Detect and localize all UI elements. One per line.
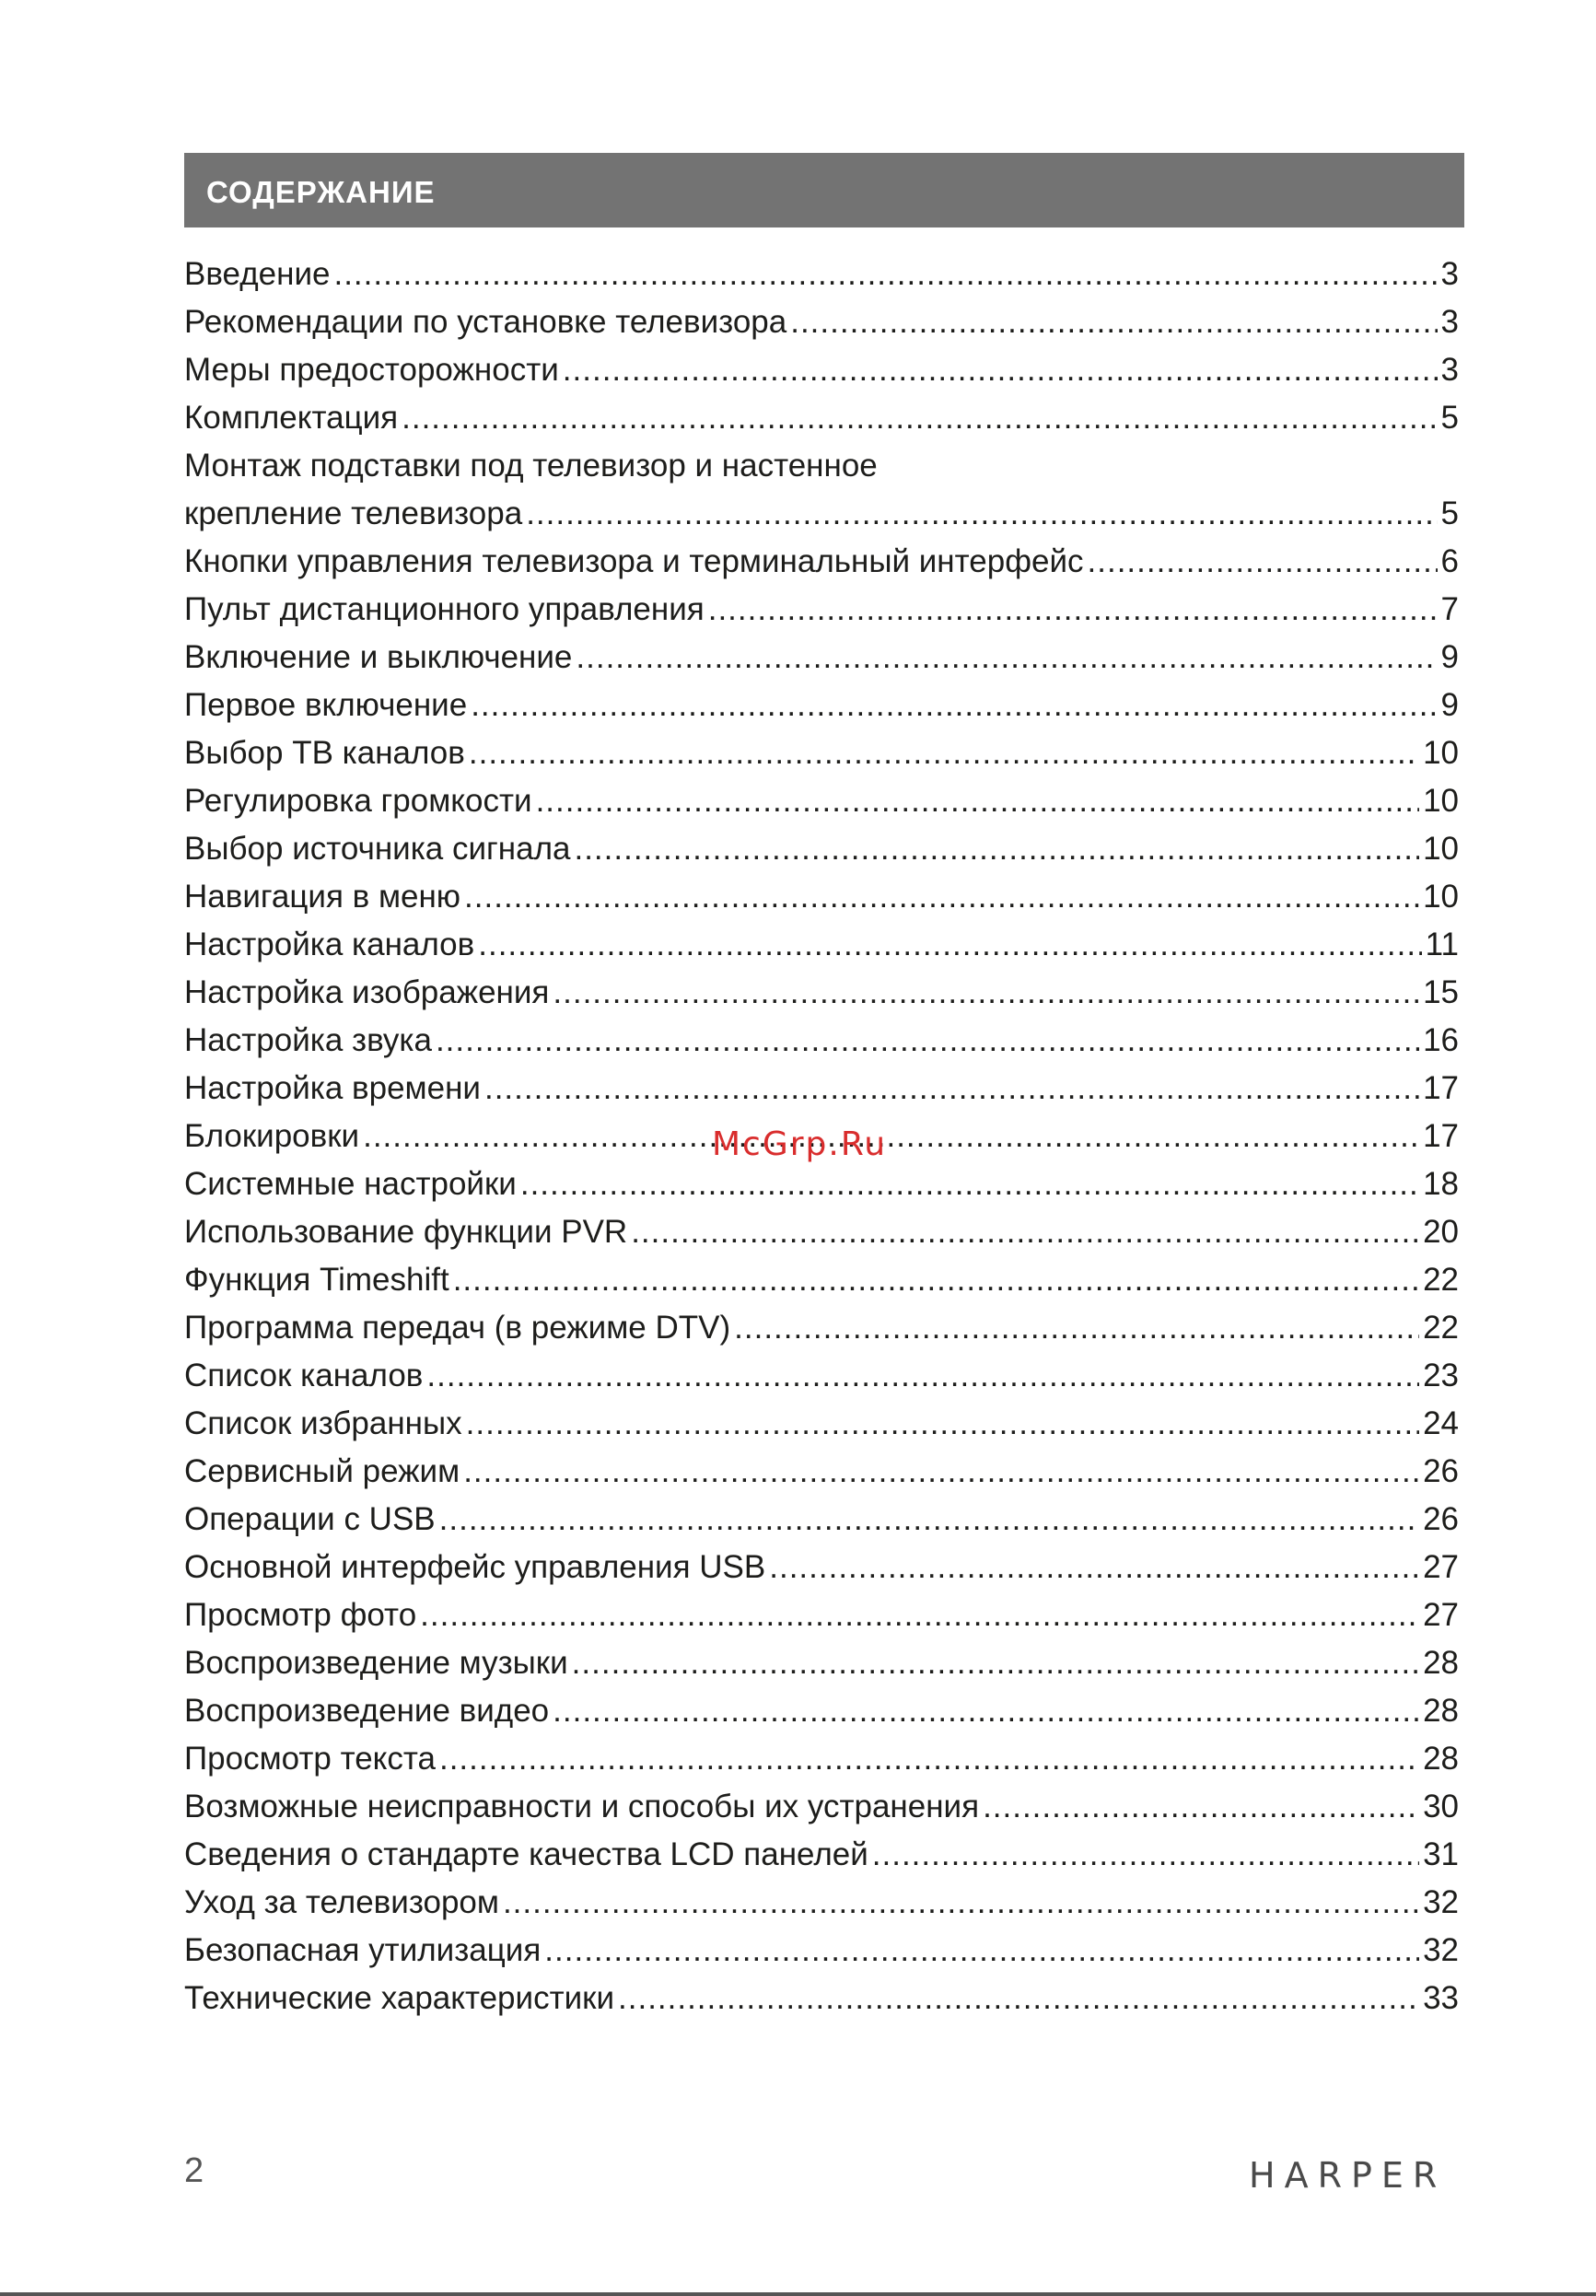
toc-entry xyxy=(184,1352,1459,1400)
toc-entry-page: 3 xyxy=(1440,304,1459,340)
toc-entry-title: Регулировка громкости xyxy=(184,783,532,819)
toc-entry xyxy=(184,777,1459,825)
toc-dot-leader xyxy=(402,394,1437,442)
toc-entry xyxy=(184,1591,1459,1639)
toc-entry-title: Настройка каналов xyxy=(184,927,475,962)
toc-dot-leader xyxy=(983,1783,1419,1831)
toc-entry xyxy=(184,1639,1459,1687)
toc-entry-title: Список избранных xyxy=(184,1405,462,1441)
toc-entry-page: 15 xyxy=(1423,974,1459,1010)
toc-entry xyxy=(184,634,1459,682)
toc-dot-leader xyxy=(536,777,1420,825)
toc-entry xyxy=(184,442,1459,490)
toc-dot-leader xyxy=(563,346,1438,394)
toc-entry xyxy=(184,251,1459,298)
toc-entry-title: Просмотр текста xyxy=(184,1741,436,1777)
watermark: McGrp.Ru xyxy=(712,1125,888,1163)
toc-entry xyxy=(184,729,1459,777)
toc-entry xyxy=(184,1400,1459,1448)
toc-entry-title: Первое включение xyxy=(184,687,468,723)
toc-entry-title: Кнопки управления телевизора и терминальный интерфейс xyxy=(184,543,1084,579)
toc-entry xyxy=(184,586,1459,634)
toc-entry xyxy=(184,1208,1459,1256)
toc-entry-page: 31 xyxy=(1423,1836,1459,1872)
toc-entry-title: Настройка изображения xyxy=(184,974,550,1010)
toc-entry-page: 32 xyxy=(1423,1932,1459,1968)
toc-entry-title: Пульт дистанционного управления xyxy=(184,591,705,627)
toc-entry-page: 10 xyxy=(1423,783,1459,819)
toc-dot-leader xyxy=(520,1160,1419,1208)
toc-entry xyxy=(184,921,1459,969)
toc-entry xyxy=(184,346,1459,394)
toc-entry-page: 30 xyxy=(1423,1789,1459,1824)
toc-entry-title: Навигация в меню xyxy=(184,879,461,915)
toc-dot-leader xyxy=(553,1687,1419,1735)
toc-entry-page: 26 xyxy=(1423,1453,1459,1489)
toc-dot-leader xyxy=(463,1448,1419,1496)
toc-dot-leader xyxy=(436,1017,1419,1065)
toc-entry-page: 24 xyxy=(1423,1405,1459,1441)
toc-entry-title: Безопасная утилизация xyxy=(184,1932,542,1968)
toc-entry-page: 18 xyxy=(1423,1166,1459,1202)
toc-entry xyxy=(184,682,1459,729)
toc-entry xyxy=(184,394,1459,442)
toc-entry-page: 11 xyxy=(1425,927,1459,962)
toc-entry-page: 28 xyxy=(1423,1645,1459,1681)
toc-dot-leader xyxy=(484,1065,1419,1113)
toc-dot-leader xyxy=(478,921,1421,969)
toc-entry-title: Список каналов xyxy=(184,1358,424,1393)
toc-entry-page: 22 xyxy=(1423,1262,1459,1298)
toc-entry-page: 10 xyxy=(1423,831,1459,867)
toc-entry-title: Использование функции PVR xyxy=(184,1214,628,1250)
toc-dot-leader xyxy=(553,969,1419,1017)
toc-entry-page: 17 xyxy=(1423,1118,1459,1154)
toc-entry-title: Настройка времени xyxy=(184,1070,481,1106)
toc-entry-title: Рекомендации по установке телевизора xyxy=(184,304,787,340)
toc-entry xyxy=(184,1927,1459,1975)
toc-entry xyxy=(184,538,1459,586)
toc-entry xyxy=(184,1975,1459,2022)
toc-entry-title: Воспроизведение видео xyxy=(184,1693,550,1729)
toc-entry xyxy=(184,873,1459,921)
toc-entry-title: Уход за телевизором xyxy=(184,1884,499,1920)
toc-dot-leader xyxy=(790,298,1437,346)
toc-entry-title: Просмотр фото xyxy=(184,1597,417,1633)
toc-entry xyxy=(184,1496,1459,1544)
toc-entry-page: 20 xyxy=(1423,1214,1459,1250)
toc-entry-title: Включение и выключение xyxy=(184,639,573,675)
toc-dot-leader xyxy=(466,1400,1419,1448)
toc-dot-leader xyxy=(333,251,1437,298)
toc-entry xyxy=(184,1687,1459,1735)
toc-entry-title: Блокировки xyxy=(184,1118,360,1154)
toc-entry-title: Сведения о стандарте качества LCD панелей xyxy=(184,1836,868,1872)
toc-dot-leader xyxy=(618,1975,1419,2022)
toc-dot-leader xyxy=(526,490,1437,538)
toc-dot-leader xyxy=(439,1496,1419,1544)
toc-entry-title: Технические характеристики xyxy=(184,1980,615,2016)
toc-entry xyxy=(184,1448,1459,1496)
toc-dot-leader xyxy=(631,1208,1419,1256)
page-number: 2 xyxy=(184,2151,204,2190)
toc-entry-title: Воспроизведение музыки xyxy=(184,1645,568,1681)
toc-dot-leader xyxy=(572,1639,1419,1687)
toc-entry xyxy=(184,969,1459,1017)
toc-entry xyxy=(184,1879,1459,1927)
toc-entry-title: Функция Timeshift xyxy=(184,1262,449,1298)
toc-entry-page: 28 xyxy=(1423,1741,1459,1777)
toc-dot-leader xyxy=(471,682,1437,729)
toc-entry-page: 3 xyxy=(1440,256,1459,292)
toc-entry xyxy=(184,1544,1459,1591)
toc-dot-leader xyxy=(464,873,1419,921)
contents-heading: СОДЕРЖАНИЕ xyxy=(206,175,436,209)
toc-dot-leader xyxy=(544,1927,1419,1975)
toc-entry-page: 33 xyxy=(1423,1980,1459,2016)
toc-entry-page: 6 xyxy=(1440,543,1459,579)
toc-entry-page: 10 xyxy=(1423,735,1459,771)
toc-dot-leader xyxy=(576,634,1437,682)
toc-entry-title: Программа передач (в режиме DTV) xyxy=(184,1310,731,1346)
toc-dot-leader xyxy=(574,825,1419,873)
toc-entry-page: 16 xyxy=(1423,1022,1459,1058)
toc-dot-leader xyxy=(769,1544,1419,1591)
toc-entry-title: Выбор ТВ каналов xyxy=(184,735,465,771)
toc-entry-page: 27 xyxy=(1423,1597,1459,1633)
toc-dot-leader xyxy=(426,1352,1419,1400)
toc-entry xyxy=(184,1735,1459,1783)
toc-entry-title: Меры предосторожности xyxy=(184,352,559,388)
toc-entry xyxy=(184,298,1459,346)
toc-entry-title: Настройка звука xyxy=(184,1022,432,1058)
toc-entry-title: Системные настройки xyxy=(184,1166,517,1202)
toc-entry-page: 22 xyxy=(1423,1310,1459,1346)
toc-entry-page: 9 xyxy=(1440,687,1459,723)
toc-entry xyxy=(184,1783,1459,1831)
page-bottom-edge xyxy=(0,2292,1596,2296)
toc-entry-page: 5 xyxy=(1440,495,1459,531)
toc-entry xyxy=(184,1065,1459,1113)
toc-entry-title: Операции с USB xyxy=(184,1501,436,1537)
toc-entry-title: Возможные неисправности и способы их устранения xyxy=(184,1789,980,1824)
toc-entry-page: 7 xyxy=(1440,591,1459,627)
toc-dot-leader xyxy=(872,1831,1419,1879)
toc-entry-title: Введение xyxy=(184,256,331,292)
toc-entry-page: 5 xyxy=(1440,400,1459,436)
toc-dot-leader xyxy=(503,1879,1419,1927)
toc-dot-leader xyxy=(453,1256,1419,1304)
toc-entry xyxy=(184,825,1459,873)
toc-entry-title: Монтаж подставки под телевизор и настенное xyxy=(184,448,878,484)
toc-entry-page: 10 xyxy=(1423,879,1459,915)
toc-entry xyxy=(184,1160,1459,1208)
toc-entry-title: Сервисный режим xyxy=(184,1453,460,1489)
toc-dot-leader xyxy=(420,1591,1419,1639)
toc-dot-leader xyxy=(469,729,1419,777)
toc-entry-page: 26 xyxy=(1423,1501,1459,1537)
toc-entry-title: Комплектация xyxy=(184,400,399,436)
toc-entry-title: Основной интерфейс управления USB xyxy=(184,1549,766,1585)
toc-entry-page: 23 xyxy=(1423,1358,1459,1393)
toc-dot-leader xyxy=(439,1735,1419,1783)
toc-entry-page: 3 xyxy=(1440,352,1459,388)
toc-dot-leader xyxy=(363,1113,1419,1160)
toc-entry-page: 9 xyxy=(1440,639,1459,675)
toc-dot-leader xyxy=(1088,538,1438,586)
toc-entry xyxy=(184,1017,1459,1065)
toc-entry-page: 17 xyxy=(1423,1070,1459,1106)
toc-entry xyxy=(184,1304,1459,1352)
brand-logo xyxy=(1249,2158,1475,2191)
toc-dot-leader xyxy=(734,1304,1419,1352)
toc-entry xyxy=(184,1831,1459,1879)
toc-entry xyxy=(184,490,1459,538)
toc-entry-title: крепление телевизора xyxy=(184,495,523,531)
toc-entry-page: 28 xyxy=(1423,1693,1459,1729)
toc-entry-page: 27 xyxy=(1423,1549,1459,1585)
toc-entry-title: Выбор источника сигнала xyxy=(184,831,571,867)
contents-header-bar xyxy=(184,153,1464,227)
toc-entry-page: 32 xyxy=(1423,1884,1459,1920)
toc-dot-leader xyxy=(708,586,1438,634)
brand-logo-text: HARPER xyxy=(1249,2158,1447,2191)
toc-entry xyxy=(184,1256,1459,1304)
